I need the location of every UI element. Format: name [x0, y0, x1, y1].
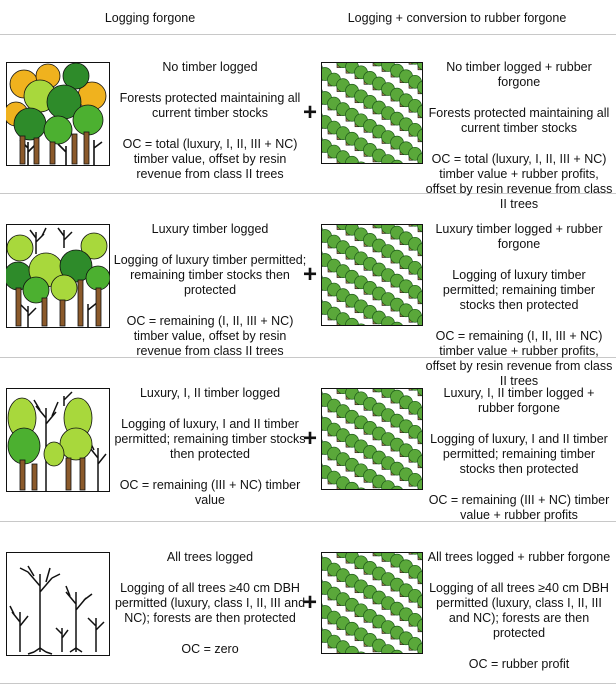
scenario-description: Logging of luxury, I and II timber permitted; remaining timber stocks then protected — [430, 432, 608, 476]
scenario-right-text — [424, 60, 614, 212]
scenario-title: Luxury, I, II timber logged + rubber forgone — [443, 386, 595, 415]
intact-forest-icon — [6, 62, 110, 166]
scenario-title: Luxury, I, II timber logged — [139, 386, 281, 400]
opportunity-cost-text: OC = remaining (I, II, III + NC) timber value, offset by resin revenue from class II trees — [126, 314, 294, 358]
scenario-description: Forests protected maintaining all current timber stocks — [119, 91, 301, 120]
opportunity-cost-text: OC = zero — [181, 642, 239, 656]
scenario-title: Luxury timber logged + rubber forgone — [435, 222, 603, 251]
opportunity-cost-text: OC = total (luxury, I, II, III + NC) timber value, offset by resin revenue from class II trees — [122, 137, 298, 181]
scenario-row-no-timber-logged — [0, 34, 616, 211]
scenario-left-text — [112, 550, 308, 657]
scenario-right-text — [424, 550, 614, 672]
scenario-description: Logging of luxury timber permitted; remaining timber stocks then protected — [113, 253, 307, 297]
plus-sign: + — [302, 99, 317, 126]
scenario-row-all-trees-logged — [0, 524, 616, 684]
scenario-description: Logging of all trees ≥40 cm DBH permitted (luxury, class I, II, III and NC); forests are then protected — [114, 581, 306, 625]
scenario-right-text — [424, 386, 614, 523]
opportunity-cost-text: OC = remaining (III + NC) timber value — [119, 478, 301, 507]
scenario-row-luxury-i-ii-logged — [0, 360, 616, 520]
header-conversion-forgone: Logging + conversion to rubber forgone — [347, 11, 567, 25]
plus-sign: + — [302, 589, 317, 616]
rubber-plantation-icon — [321, 224, 423, 326]
rubber-plantation-icon — [321, 388, 423, 490]
scenario-description: Forests protected maintaining all current timber stocks — [428, 106, 610, 135]
scenario-description: Logging of all trees ≥40 cm DBH permitted (luxury, class I, II, III and NC); forests are then protected — [429, 581, 609, 640]
scenario-title: All trees logged — [166, 550, 254, 564]
header-logging-forgone: Logging forgone — [104, 11, 196, 25]
scenario-description: Logging of luxury timber permitted; remaining timber stocks then protected — [442, 268, 596, 312]
scenario-row-luxury-logged — [0, 196, 616, 388]
opportunity-cost-text: OC = remaining (III + NC) timber value + rubber profits — [428, 493, 610, 522]
scenario-description: Logging of luxury, I and II timber permitted; remaining timber stocks then protected — [114, 417, 306, 461]
opportunity-cost-text: OC = rubber profit — [468, 657, 570, 671]
plus-sign: + — [302, 261, 317, 288]
opportunity-cost-text: OC = remaining (I, II, III + NC) timber value + rubber profits, offset by resin revenue from class II trees — [425, 329, 613, 388]
opportunity-cost-text: OC = total (luxury, I, II, III + NC) timber value + rubber profits, offset by resin revenue from class II trees — [425, 152, 613, 211]
rubber-plantation-icon — [321, 62, 423, 164]
scenario-title: Luxury timber logged — [151, 222, 269, 236]
scenario-left-text — [112, 222, 308, 359]
scenario-title: All trees logged + rubber forgone — [427, 550, 611, 564]
scenario-left-text — [112, 386, 308, 508]
scenario-title: No timber logged — [162, 60, 258, 74]
partially-logged-forest-icon — [6, 388, 110, 492]
rubber-plantation-icon — [321, 552, 423, 654]
luxury-logged-forest-icon — [6, 224, 110, 328]
plus-sign: + — [302, 425, 317, 452]
scenario-title: No timber logged + rubber forgone — [446, 60, 592, 89]
scenario-left-text — [112, 60, 308, 182]
fully-logged-forest-icon — [6, 552, 110, 656]
